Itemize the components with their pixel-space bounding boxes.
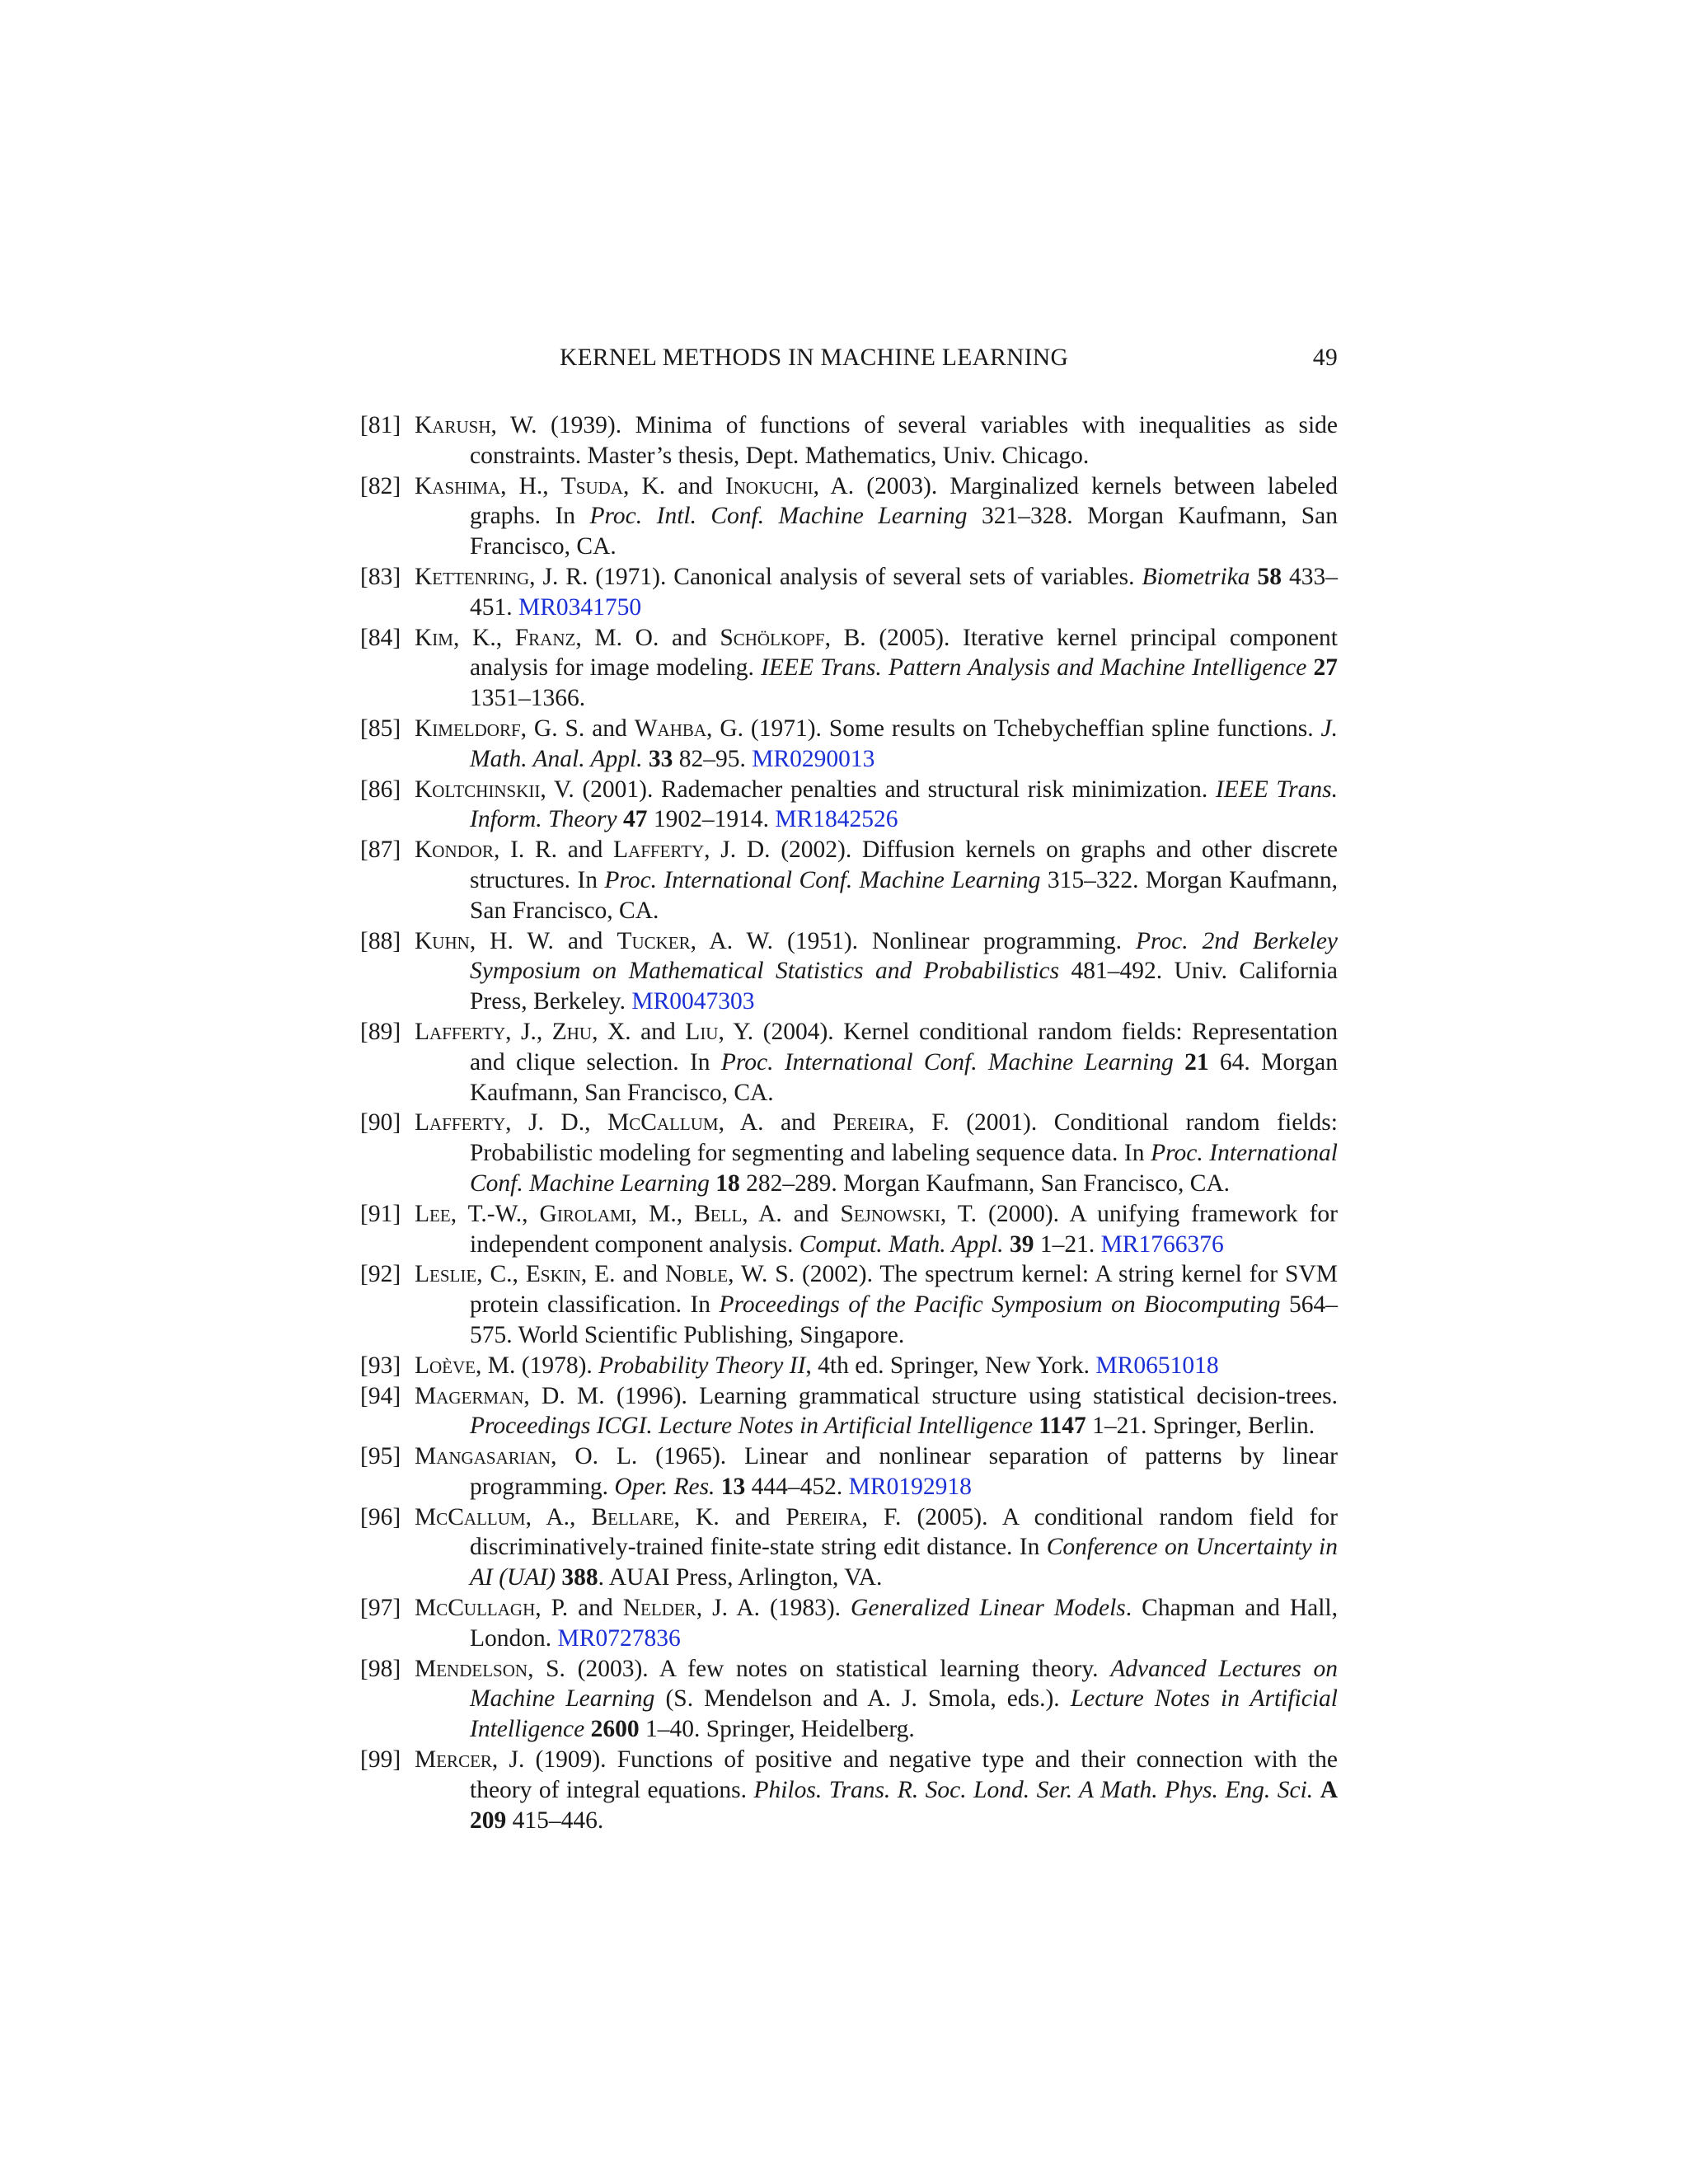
reference-text xyxy=(617,806,623,832)
author-name: Leslie xyxy=(415,1261,477,1288)
reference-text: , A., xyxy=(525,1503,592,1530)
publication-title: Generalized Linear Models xyxy=(851,1595,1126,1622)
publication-title: Proc. International Conf. Machine Learning xyxy=(604,866,1041,893)
author-name: Liu xyxy=(685,1018,719,1045)
reference-text: , K. and xyxy=(673,1503,786,1530)
reference-number: [85] xyxy=(360,715,401,742)
reference-entry xyxy=(360,775,1338,836)
reference-text xyxy=(1313,1777,1320,1803)
reference-text: , S. (2003). A few notes on statistical learning theory. xyxy=(528,1655,1111,1682)
reference-text: , O. L. (1965). Linear and nonlinear separation of patterns by linear programming. xyxy=(470,1443,1338,1500)
author-name: Nelder xyxy=(622,1595,696,1622)
publication-title: Proc. International Conf. Machine Learning xyxy=(470,1140,1338,1197)
publication-title: Proc. International Conf. Machine Learning xyxy=(720,1048,1174,1076)
reference-entry xyxy=(360,1502,1338,1593)
author-name: Wahba xyxy=(634,715,707,742)
reference-number: [84] xyxy=(360,624,401,651)
reference-number: [94] xyxy=(360,1382,401,1409)
volume-number: A 209 xyxy=(470,1776,1338,1834)
mr-link[interactable]: MR1766376 xyxy=(1100,1230,1224,1258)
reference-text xyxy=(1004,1231,1010,1258)
reference-entry xyxy=(360,1441,1338,1502)
reference-text: , A. and xyxy=(718,1109,833,1137)
reference-text: , D. M. (1996). Learning grammatical structure using statistical decision-trees. xyxy=(523,1382,1338,1409)
reference-text: . AUAI Press, Arlington, VA. xyxy=(598,1564,883,1591)
author-name: McCallum xyxy=(607,1109,719,1137)
author-name: Kimeldorf xyxy=(415,715,521,742)
author-name: Pereira xyxy=(832,1109,909,1137)
reference-text: 82–95. xyxy=(673,745,753,772)
publication-title: Lecture Notes in Artificial Intelligence xyxy=(470,1685,1338,1743)
reference-entry xyxy=(360,1593,1338,1654)
reference-text xyxy=(1250,564,1258,590)
reference-entry xyxy=(360,623,1338,714)
reference-text: , T.-W., xyxy=(450,1200,540,1227)
author-name: Pereira xyxy=(785,1503,862,1530)
reference-entry xyxy=(360,1745,1338,1835)
reference-text: , V. (2001). Rademacher penalties and structural risk minimization. xyxy=(540,776,1216,803)
reference-text: , J. (1909). Functions of positive and negative type and their connection with the theory of integral equations. xyxy=(470,1746,1338,1803)
publication-title: IEEE Trans. Pattern Analysis and Machine Intelligence xyxy=(761,654,1307,682)
author-name: Mercer xyxy=(415,1746,492,1774)
reference-text: 1–21. Springer, Berlin. xyxy=(1085,1413,1315,1440)
author-name: Girolami xyxy=(539,1200,631,1227)
reference-text: , K., xyxy=(452,624,515,651)
reference-text: , M., xyxy=(631,1200,695,1227)
reference-text: , P. and xyxy=(535,1595,623,1622)
author-name: Kashima xyxy=(415,472,501,499)
author-name: Koltchinskii xyxy=(415,776,541,803)
reference-number: [89] xyxy=(360,1018,401,1045)
reference-text: , W. (1939). Minima of functions of several variables with inequalities as side constraints. Master’s thesis, Dept. Mathematics, Univ. Chicago. xyxy=(470,412,1338,469)
reference-text: 321–328. Morgan Kaufmann, San Francisco, CA. xyxy=(470,503,1338,560)
reference-text: , H., xyxy=(500,472,561,499)
reference-text: , J., xyxy=(505,1018,552,1045)
reference-entry xyxy=(360,1654,1338,1745)
publication-title: Proceedings of the Pacific Symposium on Biocomputing xyxy=(719,1291,1281,1319)
author-name: Lee xyxy=(415,1200,451,1227)
reference-number: [88] xyxy=(360,927,401,954)
reference-text: , A. and xyxy=(742,1200,841,1227)
volume-number: 27 xyxy=(1313,654,1338,682)
reference-text: 1–40. Springer, Heidelberg. xyxy=(639,1716,915,1743)
author-name: Schölkopf xyxy=(720,624,825,651)
reference-text: , J. D. (2002). Diffusion kernels on graphs and other discrete structures. In xyxy=(470,837,1338,893)
reference-text: 415–446. xyxy=(506,1807,604,1834)
reference-entry xyxy=(360,1017,1338,1108)
author-name: Noble xyxy=(664,1261,729,1288)
reference-number: [96] xyxy=(360,1503,401,1530)
author-name: Bell xyxy=(694,1200,743,1227)
publication-title: Philos. Trans. R. Soc. Lond. Ser. A Math. Phys. Eng. Sci. xyxy=(753,1776,1314,1803)
mr-link[interactable]: MR0341750 xyxy=(518,593,642,621)
author-name: Lafferty xyxy=(415,1109,506,1137)
author-name: Karush xyxy=(415,412,491,438)
publication-title: Proc. Intl. Conf. Machine Learning xyxy=(589,503,968,530)
reference-text: , E. and xyxy=(580,1261,665,1288)
publication-title: Proc. 2nd Berkeley Symposium on Mathematical Statistics and Probabilistics xyxy=(470,927,1339,985)
reference-text: , A. (2003). Marginalized kernels between labeled graphs. In xyxy=(470,472,1338,530)
reference-text: . Chapman and Hall, London. xyxy=(470,1595,1338,1652)
mr-link[interactable]: MR0727836 xyxy=(557,1624,681,1652)
reference-text: 315–322. Morgan Kaufmann, San Francisco, CA. xyxy=(470,866,1338,924)
volume-number: 18 xyxy=(715,1169,740,1197)
reference-entry xyxy=(360,1108,1338,1198)
reference-text: (S. Mendelson and A. J. Smola, eds.). xyxy=(654,1685,1071,1713)
mr-link[interactable]: MR1842526 xyxy=(775,806,898,833)
reference-text: , F. (2005). A conditional random field for discriminatively-trained finite-state string edit distance. In xyxy=(470,1503,1338,1561)
volume-number: 47 xyxy=(623,806,648,833)
mr-link[interactable]: MR0047303 xyxy=(631,988,755,1015)
volume-number: 388 xyxy=(561,1564,598,1591)
reference-text: , M. O. and xyxy=(575,624,720,651)
mr-link[interactable]: MR0651018 xyxy=(1095,1352,1219,1379)
reference-entry xyxy=(360,562,1338,623)
publication-title: Comput. Math. Appl. xyxy=(799,1230,1004,1258)
reference-text: , K. and xyxy=(622,472,725,499)
reference-text: 64. Morgan Kaufmann, San Francisco, CA. xyxy=(470,1048,1338,1106)
publication-title: Biometrika xyxy=(1142,563,1250,590)
volume-number: 13 xyxy=(720,1473,746,1500)
reference-entry xyxy=(360,1199,1338,1260)
volume-number: 33 xyxy=(648,745,673,772)
reference-text: , I. R. and xyxy=(493,837,614,864)
publication-title: Conference on Uncertainty in AI (UAI) xyxy=(470,1534,1339,1591)
reference-number: [92] xyxy=(360,1261,401,1288)
author-name: Magerman xyxy=(415,1382,524,1409)
author-name: Kettenring xyxy=(415,563,530,590)
author-name: McCallum xyxy=(415,1503,526,1530)
reference-text xyxy=(643,746,649,772)
volume-number: 2600 xyxy=(590,1716,640,1743)
reference-text: , G. (1971). Some results on Tchebycheffian spline functions. xyxy=(706,715,1321,742)
page-number: 49 xyxy=(1312,344,1338,371)
author-name: Mendelson xyxy=(415,1655,528,1682)
author-name: Zhu xyxy=(551,1018,593,1045)
reference-text: , J. D., xyxy=(505,1109,607,1137)
publication-title: J. Math. Anal. Appl. xyxy=(470,715,1338,772)
reference-number: [90] xyxy=(360,1109,401,1137)
reference-entry xyxy=(360,714,1338,775)
reference-text: 1–21. xyxy=(1034,1230,1101,1258)
publication-title: Oper. Res. xyxy=(614,1473,715,1500)
reference-entry xyxy=(360,410,1338,471)
reference-text: , G. S. and xyxy=(520,715,635,742)
author-name: Mangasarian xyxy=(415,1443,551,1470)
author-name: Franz xyxy=(514,624,576,651)
author-name: Lafferty xyxy=(613,837,705,864)
reference-number: [86] xyxy=(360,776,401,803)
reference-entry xyxy=(360,1351,1338,1381)
author-name: Sejnowski xyxy=(840,1200,940,1227)
reference-number: [99] xyxy=(360,1746,401,1774)
mr-link[interactable]: MR0290013 xyxy=(752,745,875,772)
author-name: Tsuda xyxy=(560,472,623,499)
reference-text: 433–451. xyxy=(470,563,1338,621)
reference-text: , J. R. (1971). Canonical analysis of several sets of variables. xyxy=(529,563,1142,590)
author-name: Eskin xyxy=(525,1261,581,1288)
reference-entry xyxy=(360,471,1338,562)
reference-entry xyxy=(360,926,1338,1017)
reference-text: 444–452. xyxy=(745,1473,849,1500)
author-name: Lafferty xyxy=(415,1018,506,1045)
author-name: Loève xyxy=(415,1352,476,1379)
reference-number: [93] xyxy=(360,1352,401,1379)
reference-text: 481–492. Univ. California Press, Berkeley. xyxy=(470,958,1339,1015)
author-name: Inokuchi xyxy=(724,472,814,499)
reference-text: , M. (1978). xyxy=(476,1352,599,1379)
publication-title: Probability Theory II xyxy=(598,1352,806,1379)
reference-number: [91] xyxy=(360,1200,401,1227)
publication-title: IEEE Trans. Inform. Theory xyxy=(470,776,1339,833)
volume-number: 58 xyxy=(1257,563,1282,590)
author-name: Kuhn xyxy=(415,927,470,954)
reference-entry xyxy=(360,1381,1338,1442)
reference-text: , 4th ed. Springer, New York. xyxy=(805,1352,1096,1379)
reference-text: , J. A. (1983). xyxy=(696,1595,851,1622)
volume-number: 39 xyxy=(1009,1230,1034,1258)
reference-number: [98] xyxy=(360,1655,401,1682)
author-name: Kim xyxy=(415,624,453,651)
volume-number: 21 xyxy=(1184,1048,1209,1076)
reference-text xyxy=(1306,654,1313,681)
reference-number: [83] xyxy=(360,563,401,590)
reference-entry xyxy=(360,835,1338,926)
reference-text: , C., xyxy=(476,1261,526,1288)
reference-text xyxy=(584,1716,590,1742)
reference-number: [82] xyxy=(360,472,401,499)
author-name: Tucker xyxy=(617,927,691,954)
reference-text xyxy=(1174,1049,1184,1076)
volume-number: 1147 xyxy=(1039,1413,1086,1440)
reference-text: , B. (2005). Iterative kernel principal component analysis for image modeling. xyxy=(470,624,1338,682)
reference-text: , T. (2000). A unifying framework for independent component analysis. xyxy=(470,1200,1339,1258)
reference-text: , Y. (2004). Kernel conditional random fields: Representation and clique selection. In xyxy=(470,1018,1339,1076)
publication-title: Advanced Lectures on Machine Learning xyxy=(470,1655,1338,1713)
author-name: Bellare xyxy=(591,1503,674,1530)
reference-text: , F. (2001). Conditional random fields: Probabilistic modeling for segmenting and labeling sequence data. In xyxy=(470,1109,1338,1167)
running-title: KERNEL METHODS IN MACHINE LEARNING xyxy=(560,344,1069,371)
reference-number: [97] xyxy=(360,1595,401,1622)
reference-text: , X. and xyxy=(592,1018,686,1045)
reference-text: 282–289. Morgan Kaufmann, San Francisco, CA. xyxy=(739,1169,1231,1197)
reference-text xyxy=(715,1474,720,1500)
reference-list xyxy=(360,410,1338,1835)
reference-text: 564–575. World Scientific Publishing, Singapore. xyxy=(470,1291,1338,1348)
reference-text: , A. W. (1951). Nonlinear programming. xyxy=(690,927,1136,954)
author-name: Kondor xyxy=(415,837,494,864)
reference-text: , H. W. and xyxy=(469,927,617,954)
reference-text: 1351–1366. xyxy=(470,685,586,712)
mr-link[interactable]: MR0192918 xyxy=(848,1473,972,1500)
reference-text: , W. S. (2002). The spectrum kernel: A string kernel for SVM protein classification. In xyxy=(470,1261,1338,1319)
publication-title: Proceedings ICGI. Lecture Notes in Artificial Intelligence xyxy=(470,1413,1033,1440)
reference-number: [81] xyxy=(360,412,401,438)
reference-text: 1902–1914. xyxy=(647,806,776,833)
running-header xyxy=(360,340,1338,382)
reference-entry xyxy=(360,1259,1338,1350)
reference-number: [95] xyxy=(360,1443,401,1470)
author-name: McCullagh xyxy=(415,1595,536,1622)
page-content xyxy=(360,340,1338,1835)
reference-number: [87] xyxy=(360,837,401,864)
